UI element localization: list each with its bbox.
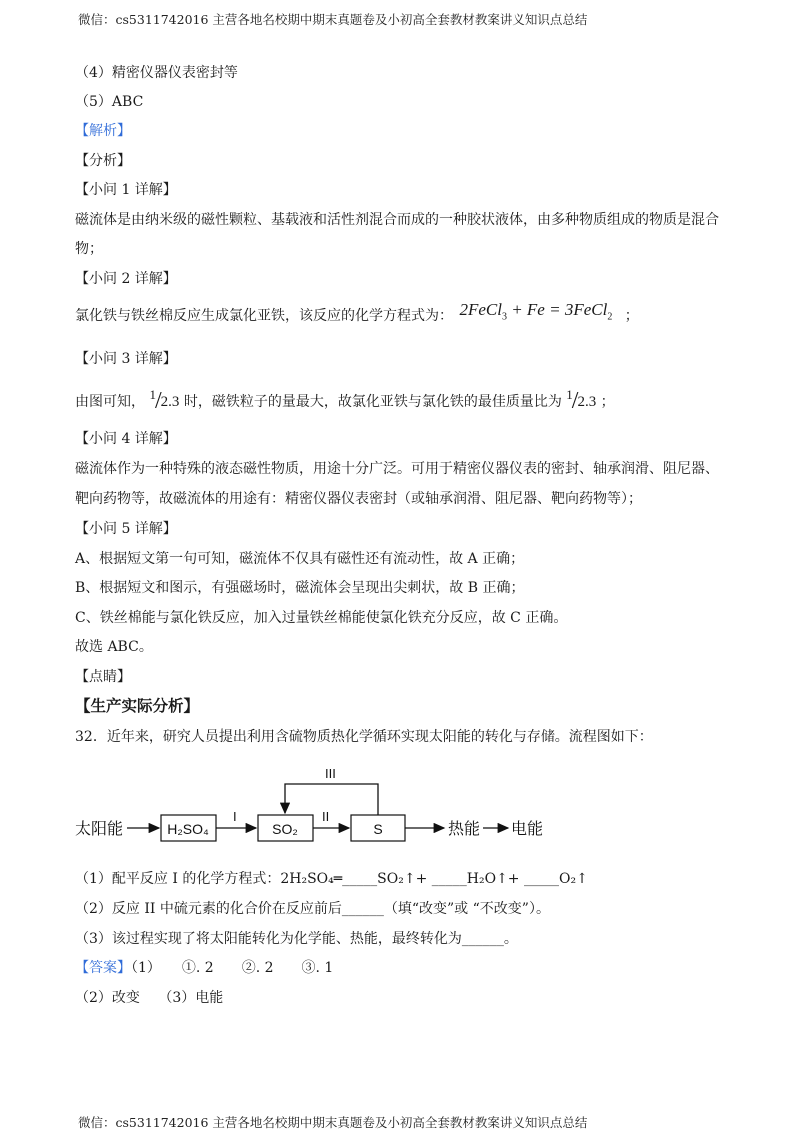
q2-text: 氯化铁与铁丝棉反应生成氯化亚铁，该反应的化学方程式为： bbox=[75, 308, 453, 324]
answer-5: （5）ABC bbox=[75, 94, 144, 110]
q32-stem: 32．近年来，研究人员提出利用含硫物质热化学循环实现太阳能的转化与存储。流程图如下： bbox=[75, 729, 653, 745]
q5-b: B、根据短文和图示，有强磁场时，磁流体会呈现出尖刺状，故 B 正确； bbox=[75, 580, 525, 596]
q1-line1: 磁流体是由纳米级的磁性颗粒、基载液和活性剂混合而成的一种胶状液体，由多种物质组成的物质是混合 bbox=[75, 212, 719, 228]
answer-4: （4）精密仪器仪表密封等 bbox=[75, 65, 238, 81]
q32-answer-1: （1） ①. 2 ②. 2 ③. 1 bbox=[131, 960, 334, 976]
flow-box-s-label: S bbox=[373, 821, 383, 837]
q3-line bbox=[75, 387, 615, 414]
q32-part2: （2）反应 II 中硫元素的化合价在反应前后______（填“改变”或 “不改变”）。 bbox=[75, 901, 550, 917]
q3-text-a: 由图可知， bbox=[75, 394, 145, 410]
q2-line bbox=[75, 300, 639, 331]
q3-text-b: 时，磁铁粒子的量最大，故氯化亚铁与氯化铁的最佳质量比为 bbox=[183, 394, 562, 410]
flow-diagram bbox=[0, 762, 800, 862]
q32-answer-line1 bbox=[75, 959, 333, 977]
q2-title: 【小问 2 详解】 bbox=[75, 271, 177, 287]
q3-title: 【小问 3 详解】 bbox=[75, 351, 177, 367]
flow-label-ii: II bbox=[322, 809, 330, 824]
q3-fraction-1: 1/2.3 bbox=[149, 387, 180, 414]
flow-box-so2-label: SO₂ bbox=[272, 821, 298, 837]
section-heading: 【生产实际分析】 bbox=[75, 697, 200, 715]
jiexi-heading: 【解析】 bbox=[75, 123, 131, 139]
fenxi-heading: 【分析】 bbox=[75, 153, 131, 169]
flow-box-h2so4-label: H₂SO₄ bbox=[167, 821, 209, 837]
q1-title: 【小问 1 详解】 bbox=[75, 182, 177, 198]
flow-heat-label: 热能 bbox=[448, 821, 481, 838]
page-header: 微信：cs5311742016 主营各地名校期中期末真题卷及小初高全套教材教案讲义知识点总结 bbox=[78, 12, 588, 27]
q32-part3: （3）该过程实现了将太阳能转化为化学能、热能，最终转化为______。 bbox=[75, 931, 518, 947]
flow-electric-label: 电能 bbox=[511, 821, 544, 838]
q1-line2: 物； bbox=[75, 241, 103, 257]
q3-fraction-2: 1/2.3 bbox=[566, 387, 597, 414]
q5-choose: 故选 ABC。 bbox=[75, 639, 153, 655]
answer-tag: 【答案】 bbox=[75, 960, 131, 976]
q32-answer-line2: （2）改变 （3）电能 bbox=[75, 990, 224, 1006]
q5-title: 【小问 5 详解】 bbox=[75, 521, 177, 537]
flow-start-label: 太阳能 bbox=[75, 821, 124, 838]
q32-part1: （1）配平反应 I 的化学方程式：2H₂SO₄═_____SO₂↑+ _____H₂O↑+ _____O₂↑ bbox=[75, 871, 588, 887]
q2-equation: 2FeCl$_3$ + Fe = 3FeCl$_2$ bbox=[459, 300, 613, 323]
page-footer: 微信：cs5311742016 主营各地名校期中期末真题卷及小初高全套教材教案讲义知识点总结 bbox=[78, 1115, 588, 1130]
flow-label-i: I bbox=[233, 809, 237, 824]
flow-label-iii: III bbox=[325, 766, 336, 781]
q5-a: A、根据短文第一句可知，磁流体不仅具有磁性还有流动性，故 A 正确； bbox=[75, 551, 525, 567]
dianjing-heading: 【点睛】 bbox=[75, 669, 131, 685]
q4-title: 【小问 4 详解】 bbox=[75, 431, 177, 447]
q5-c: C、铁丝棉能与氯化铁反应，加入过量铁丝棉能使氯化铁充分反应，故 C 正确。 bbox=[75, 610, 568, 626]
q4-line1: 磁流体作为一种特殊的液态磁性物质，用途十分广泛。可用于精密仪器仪表的密封、轴承润滑、阻尼器、 bbox=[75, 461, 719, 477]
q4-line2: 靶向药物等，故磁流体的用途有：精密仪器仪表密封（或轴承润滑、阻尼器、靶向药物等）； bbox=[75, 491, 642, 507]
q2-tail: ； bbox=[624, 308, 639, 324]
q3-tail: ； bbox=[600, 394, 615, 410]
